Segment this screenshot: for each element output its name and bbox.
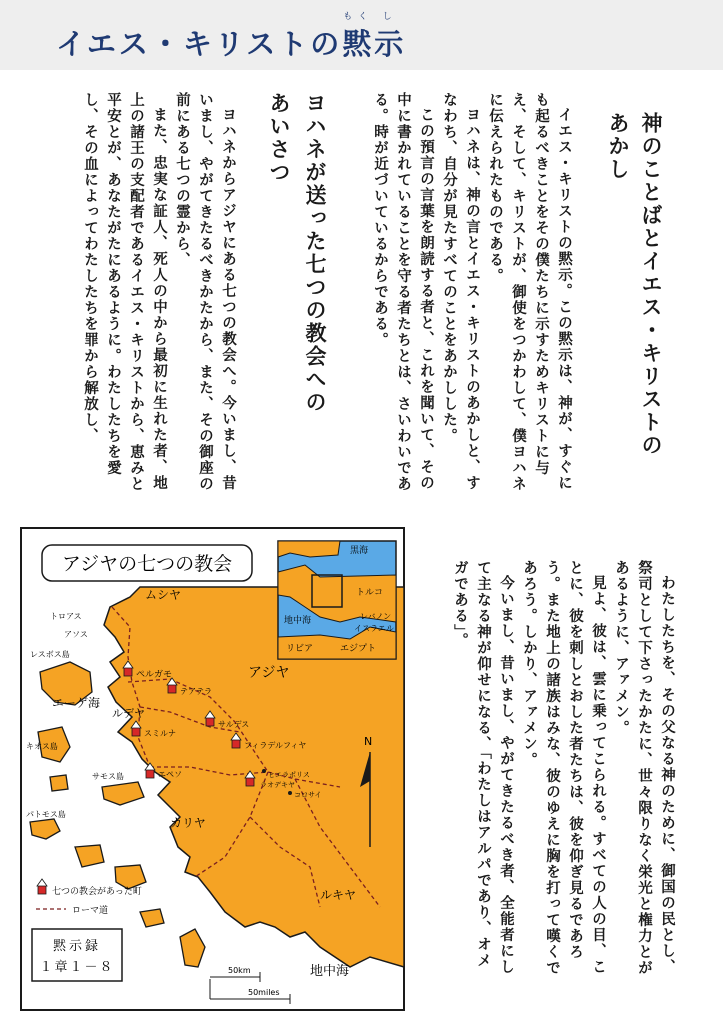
svg-text:テアテラ: テアテラ [180,687,212,696]
title-ruby-2: し [382,12,398,22]
inset-egypt: エジプト [340,644,377,654]
svg-text:スミルナ: スミルナ [144,729,176,738]
scale-km: 50km [228,966,251,975]
svg-text:N: N [364,735,373,748]
section2-heading-line2: あいさつ [267,92,291,184]
dot-colossae [288,791,292,795]
section3-paragraph: わたしたちを、その父なる神のために、御国の民とし、祭司として下さったかたに、世々限りなく栄光と権力とがあるように、アァメン。 [613,560,675,976]
region-aegean: エーゲ海 [52,696,101,710]
town-lesbos: レスボス島 [30,650,70,659]
svg-text:ペルガモ: ペルガモ [136,670,173,680]
title-kanji-2: し 示 [374,22,406,63]
title-ruby-1: もく [343,12,374,22]
town-hierapolis: ヒエラポリス [268,771,310,779]
section3-paragraph: 見よ、彼は、雲に乗ってこられる。すべての人の目、ことに、彼を刺しとおした者たちは、彼を仰ぎ見るであろう。また地上の諸族はみな、彼のゆえに胸を打って嘆くであろう。しかり、アァメン。 [521,560,606,976]
svg-text:サルデス: サルデス [218,720,250,729]
inset-israel: イスラエル [354,624,394,633]
town-chios: キオス島 [26,742,58,751]
town-samos: サモス島 [92,772,124,781]
title-prefix: イエス・キリストの [56,27,343,61]
map-title: アジヤの七つの教会 [61,553,233,575]
section2-body [78,92,239,502]
inset-med: 地中海 [284,616,312,626]
inset-turkey: トルコ [356,588,384,598]
section1-heading-line1: 神のことばとイエス・キリストの [639,112,663,457]
dot-hierapolis [262,769,266,773]
section1-heading-line2: あかし [606,112,630,181]
section1-paragraph: この預言の言葉を朗読する者と、これを聞いて、その中に書かれていることを守る者たちとは、さいわいである。時が近づいているからである。 [372,92,434,492]
town-patmos: パトモス島 [26,810,66,819]
region-mysia: ムシヤ [145,588,182,602]
town-colossae: コロサイ [294,791,322,799]
region-mediterranean: 地中海 [310,964,350,979]
legend-road: ローマ道 [72,906,109,916]
svg-text:エペソ: エペソ [158,770,182,779]
section2-heading-line1: ヨハネが送った七つの教会への [303,92,327,414]
region-lydia: ルデヤ [112,707,145,720]
section2-paragraph: ヨハネからアジヤにある七つの教会へ。今いまし、昔いまし、やがてきたるべきかたから、また、その御座の前にある七つの霊から、 [174,92,236,492]
region-lycia: ルキヤ [320,888,357,902]
svg-text:フィラデルフィヤ: フィラデルフィヤ [244,741,307,750]
section1-paragraph: ヨハネは、神の言とイエス・キリストのあかしと、すなわち、自分が見たすべてのことをあかしした。 [441,92,480,491]
inset-libya: リビア [286,644,314,654]
reference-book: 黙示録 [52,939,102,954]
section1-paragraph: イエス・キリストの黙示。この黙示は、神が、すぐにも起るべきことをその僕たちに示すためキリストに与え、そして、キリストが、御使をつかわして、僕ヨハネに伝えられたものである。 [487,92,572,492]
section2-paragraph: また、忠実な証人、死人の中から最初に生れた者、地上の諸王の支配者であるイエス・キリストから、恵みと平安とが、あなたがたにあるように。わたしたちを愛し、その血によってわたしたちを罪から解放し、 [82,92,167,492]
region-asia: アジヤ [248,665,290,681]
town-troas: トロアス [50,612,82,621]
legend-church: 七つの教会があった町 [52,887,142,897]
svg-text:ラオデキヤ: ラオデキヤ [260,781,295,789]
seven-churches-map [20,527,405,1011]
title-kanji-1: もく 黙 [342,22,374,63]
town-assos: アソス [64,630,88,639]
region-caria: カリヤ [170,816,206,830]
island-d [50,775,68,791]
section3-paragraph: 今いまし、昔いまし、やがてきたるべき者、全能者にして主なる神が仰せになる、「わたしはアルパであり、オメガである」。 [452,560,514,975]
section3-body [448,560,678,980]
reference-chapter: １章１－８ [39,960,115,975]
inset-lebanon: レバノン [360,612,392,621]
scale-miles: 50miles [248,988,280,997]
section1-body [368,92,575,502]
page-title [56,12,407,63]
inset-black-sea: 黒海 [350,546,369,556]
